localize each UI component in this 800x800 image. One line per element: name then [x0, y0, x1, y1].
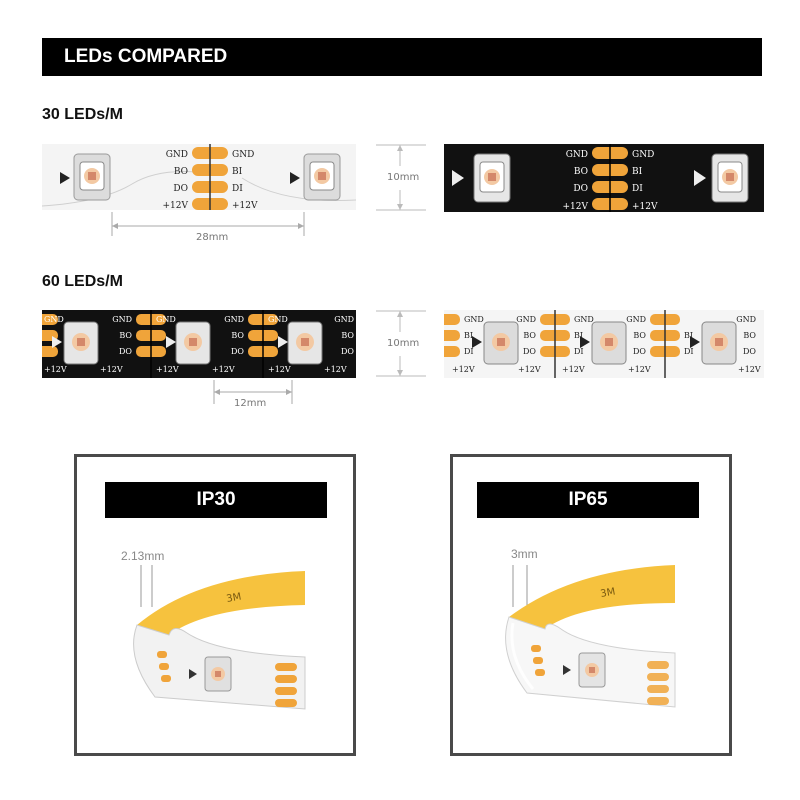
pad-label: DO	[173, 184, 188, 194]
pad-label: +12V	[738, 365, 761, 374]
pad-label: +12V	[452, 365, 475, 374]
pad-label: +12V	[162, 201, 188, 210]
pitch-label-60: 12mm	[234, 398, 267, 409]
thickness-label-ip30: 2.13mm	[121, 549, 165, 563]
pad-label: +12V	[562, 202, 588, 212]
page-title: LEDs COMPARED	[64, 46, 228, 67]
pad-label: GND	[112, 315, 132, 324]
pad-label: DO	[341, 347, 354, 356]
tape-print: 3M	[599, 586, 617, 600]
pad-label: BI	[632, 167, 643, 177]
strip-60-white	[444, 310, 764, 378]
pad-label: +12V	[44, 365, 67, 374]
pad-label: DI	[632, 184, 643, 194]
pad-label: BO	[743, 331, 756, 340]
pad-label: BO	[231, 331, 244, 340]
thickness-label-ip65: 3mm	[511, 547, 538, 561]
pad-label: DO	[523, 347, 536, 356]
rating-label-ip65: IP65	[477, 482, 699, 518]
pad-label: DO	[743, 347, 756, 356]
pad-label: +12V	[324, 365, 347, 374]
pad-label: BI	[684, 331, 694, 340]
pad-label: BO	[341, 331, 354, 340]
pad-label: BO	[523, 331, 536, 340]
pad-label: BO	[573, 167, 588, 177]
strip-30-black	[444, 144, 764, 212]
pad-label: DI	[574, 347, 584, 356]
pad-label: GND	[156, 315, 176, 324]
section-30-title: 30 LEDs/M	[42, 106, 123, 123]
strip-30-white	[42, 144, 356, 210]
pad-label: GND	[464, 315, 484, 324]
pad-label: +12V	[212, 365, 235, 374]
width-label-60: 10mm	[387, 338, 420, 349]
pad-label: GND	[736, 315, 756, 324]
pad-label: +12V	[632, 202, 658, 212]
pad-label: DI	[232, 184, 243, 194]
pad-label: GND	[44, 315, 64, 324]
pad-label: DI	[464, 347, 474, 356]
pad-label: +12V	[232, 201, 258, 210]
section-60-title: 60 LEDs/M	[42, 273, 123, 290]
pad-label: GND	[165, 150, 188, 160]
strip-60-black	[42, 310, 356, 378]
pad-label: GND	[574, 315, 594, 324]
pad-label: +12V	[562, 365, 585, 374]
pad-label: BI	[464, 331, 474, 340]
pad-label: GND	[268, 315, 288, 324]
pad-label: GND	[224, 315, 244, 324]
pad-label: DO	[633, 347, 646, 356]
width-label-30: 10mm	[387, 172, 420, 183]
pad-label: GND	[334, 315, 354, 324]
pad-label: DO	[573, 184, 588, 194]
pad-label: GND	[232, 150, 255, 160]
pad-label: BO	[633, 331, 646, 340]
pad-label: GND	[516, 315, 536, 324]
pad-label: +12V	[156, 365, 179, 374]
pad-label: DI	[684, 347, 694, 356]
pad-label: BO	[173, 167, 188, 177]
tape-print: 3M	[225, 591, 243, 605]
page-title-banner	[42, 38, 762, 76]
pad-label: GND	[565, 150, 588, 160]
pad-label: GND	[632, 150, 655, 160]
pad-label: BO	[119, 331, 132, 340]
pad-label: DO	[231, 347, 244, 356]
pad-label: +12V	[268, 365, 291, 374]
pad-label: BI	[574, 331, 584, 340]
rating-label-ip30: IP30	[105, 482, 327, 518]
pad-label: +12V	[628, 365, 651, 374]
card-ip30	[74, 454, 356, 756]
card-ip65	[450, 454, 732, 756]
pad-label: DO	[119, 347, 132, 356]
pad-label: +12V	[518, 365, 541, 374]
pad-label: BI	[232, 167, 243, 177]
pad-label: GND	[626, 315, 646, 324]
pad-label: +12V	[100, 365, 123, 374]
pitch-label-30: 28mm	[196, 232, 229, 243]
